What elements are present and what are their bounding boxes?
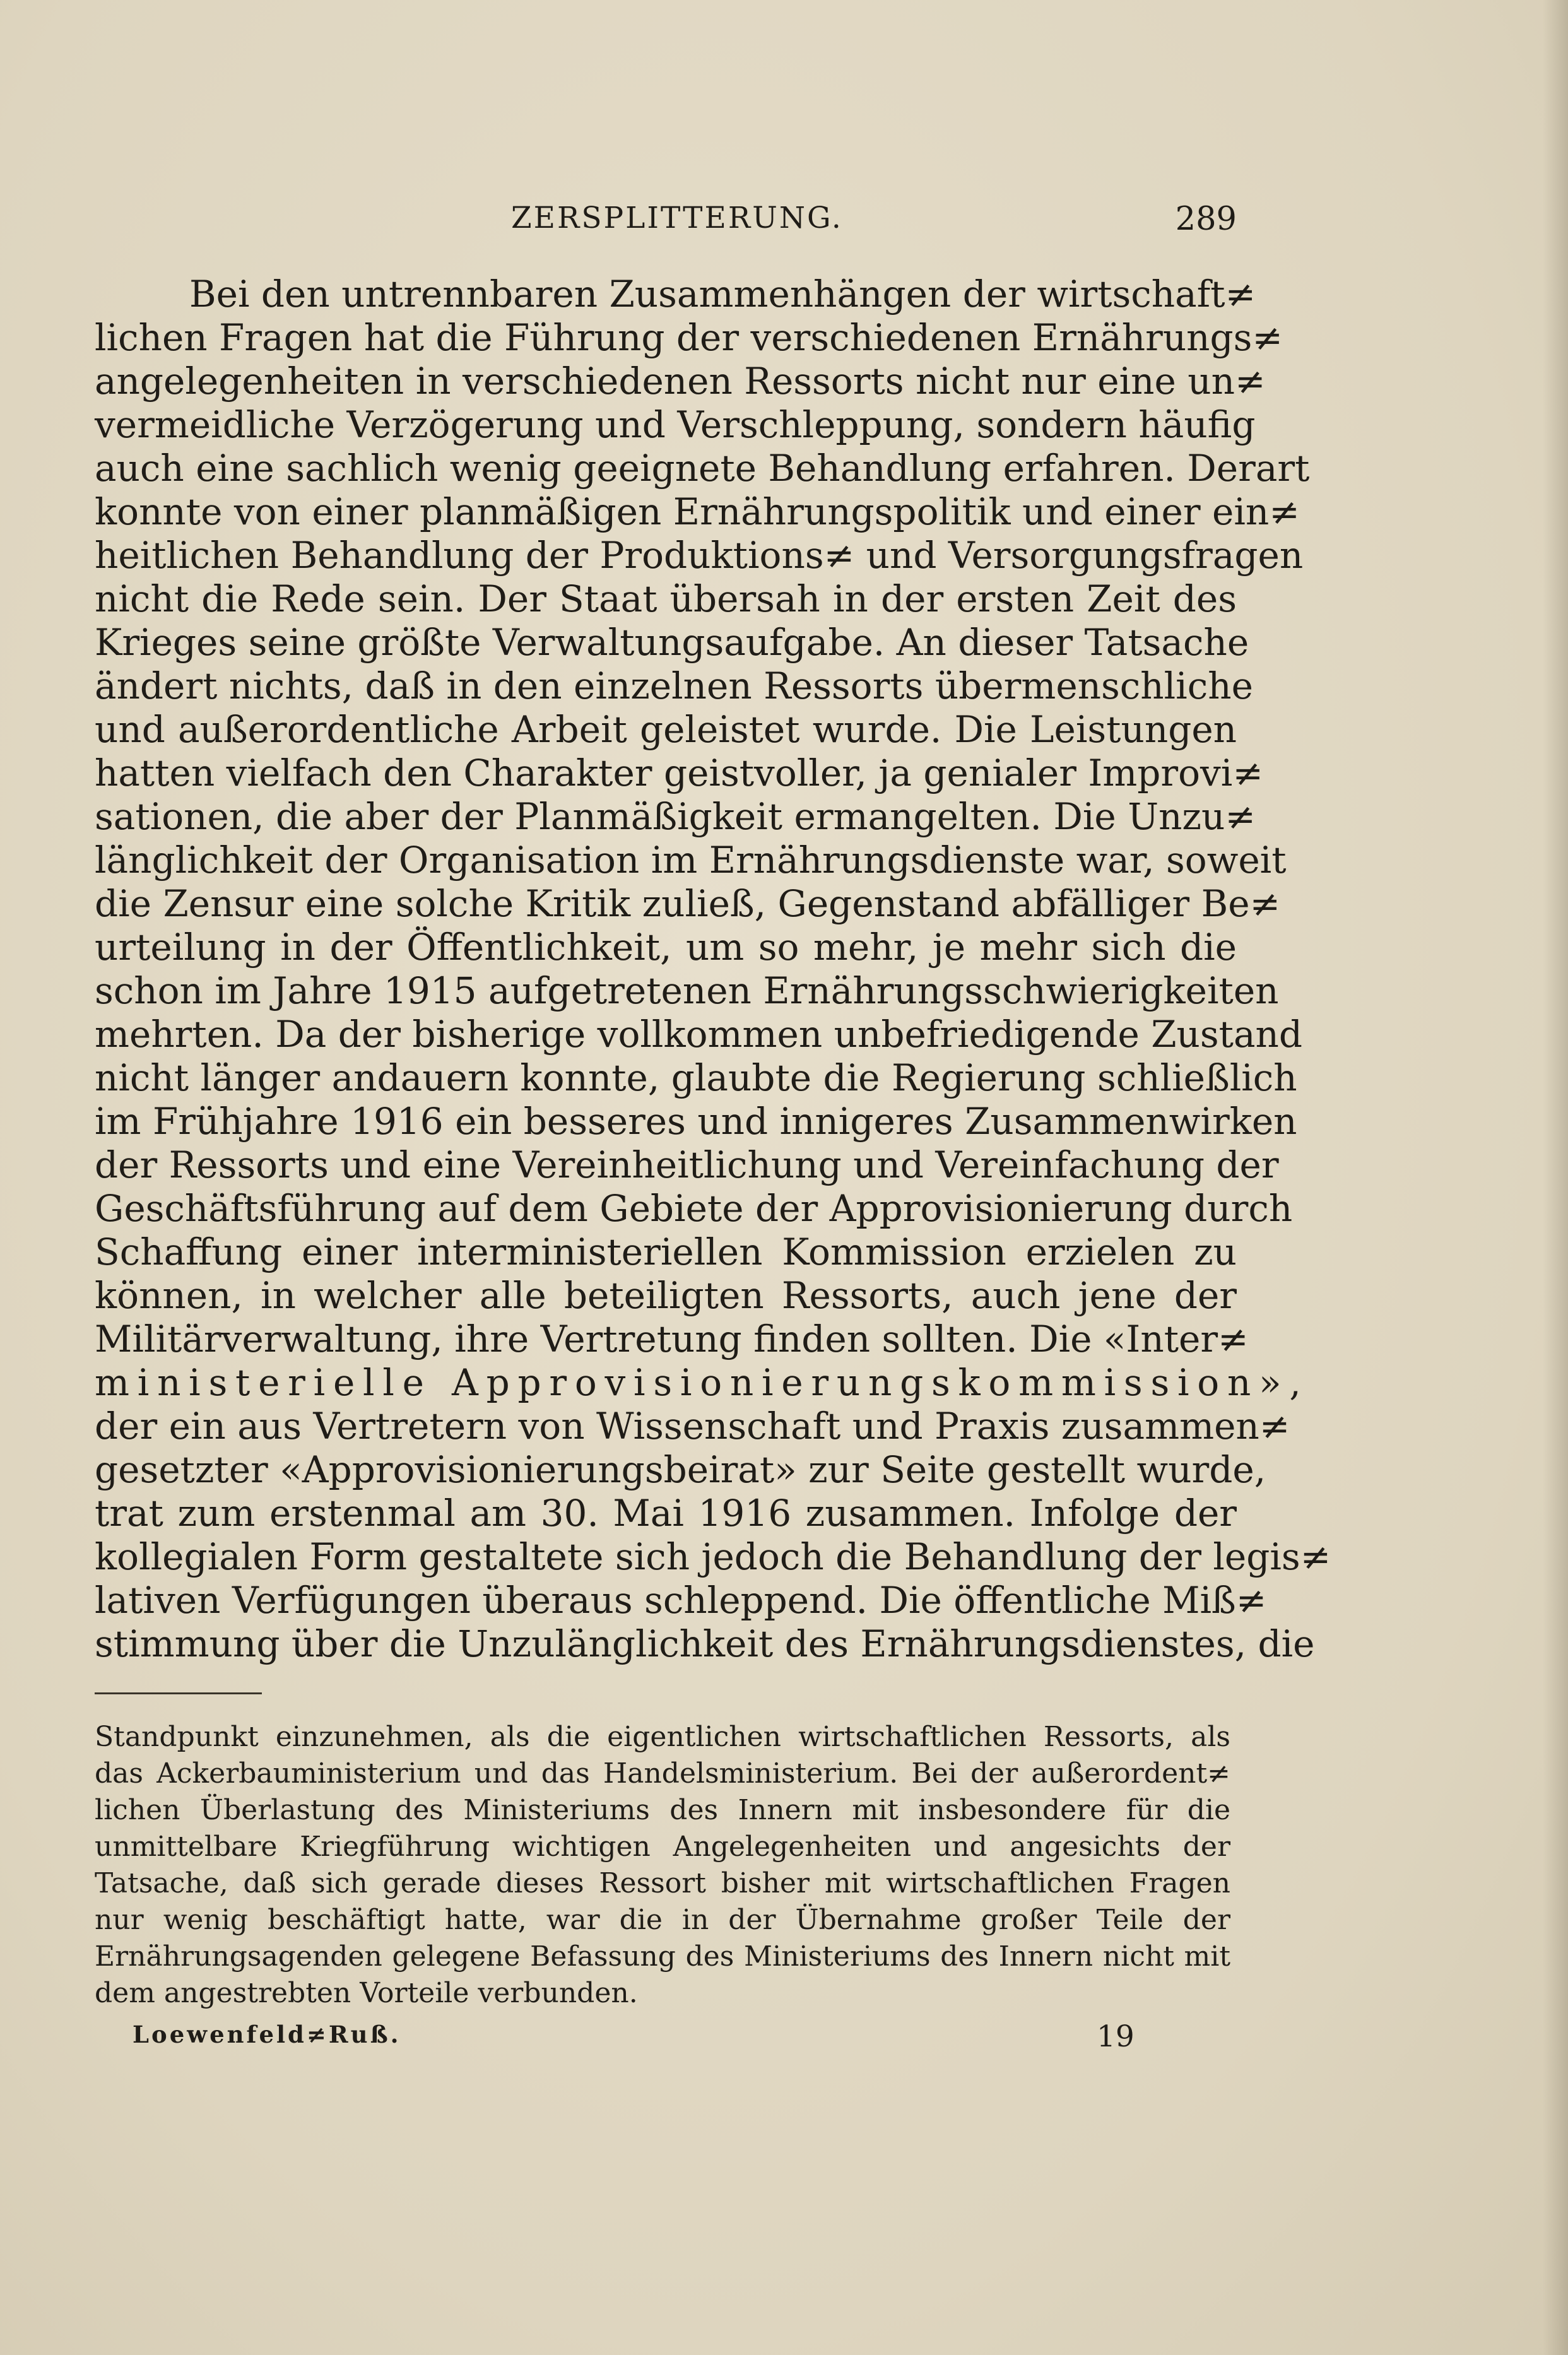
body-line: trat zum erstenmal am 30. Mai 1916 zusammen. Infolge der bbox=[95, 1492, 1237, 1535]
body-line: urteilung in der Öffentlichkeit, um so mehr, je mehr sich die bbox=[95, 926, 1237, 969]
body-line: Bei den untrennbaren Zusammenhängen der wirtschaft≠ bbox=[189, 273, 1256, 316]
printer-signature: Loewenfeld≠Ruß. bbox=[133, 2021, 401, 2048]
body-line: kollegialen Form gestaltete sich jedoch die Behandlung der legis≠ bbox=[95, 1535, 1331, 1578]
body-line: heitlichen Behandlung der Produktions≠ und Versorgungsfragen bbox=[95, 534, 1304, 577]
body-line: der Ressorts und eine Vereinheitlichung und Vereinfachung der bbox=[95, 1143, 1279, 1186]
body-line: hatten vielfach den Charakter geistvoller, ja genialer Improvi≠ bbox=[95, 752, 1263, 794]
body-line: die Zensur eine solche Kritik zuließ, Gegenstand abfälliger Be≠ bbox=[95, 882, 1281, 925]
sheet-signature: 19 bbox=[1097, 2019, 1135, 2054]
body-line: und außerordentliche Arbeit geleistet wurde. Die Leistungen bbox=[95, 708, 1237, 751]
body-line: stimmung über die Unzulänglichkeit des Ernährungsdienstes, die bbox=[95, 1622, 1315, 1665]
body-line: ministerielle Approvisionierungskommission», bbox=[95, 1361, 1309, 1404]
body-line: konnte von einer planmäßigen Ernährungspolitik und einer ein≠ bbox=[95, 490, 1300, 533]
body-line: nicht die Rede sein. Der Staat übersah in der ersten Zeit des bbox=[95, 577, 1237, 620]
body-line: Schaffung einer interministeriellen Kommission erzielen zu bbox=[95, 1231, 1237, 1273]
body-line: angelegenheiten in verschiedenen Ressorts nicht nur eine un≠ bbox=[95, 360, 1266, 403]
footnote-line: das Ackerbauministerium und das Handelsministerium. Bei der außerordent≠ bbox=[95, 1757, 1230, 1790]
body-line: lichen Fragen hat die Führung der verschiedenen Ernährungs≠ bbox=[95, 316, 1283, 359]
body-line: länglichkeit der Organisation im Ernährungsdienste war, soweit bbox=[95, 839, 1287, 882]
running-header bbox=[95, 201, 1237, 245]
body-line: vermeidliche Verzögerung und Verschleppung, sondern häufig bbox=[95, 403, 1256, 446]
footnote-line: nur wenig beschäftigt hatte, war die in der Übernahme großer Teile der bbox=[95, 1904, 1230, 1936]
body-line: Krieges seine größte Verwaltungsaufgabe. An dieser Tatsache bbox=[95, 621, 1249, 664]
running-title: ZERSPLITTERUNG. bbox=[511, 201, 843, 235]
body-line: können, in welcher alle beteiligten Ressorts, auch jene der bbox=[95, 1274, 1237, 1317]
body-line: nicht länger andauern konnte, glaubte die Regierung schließlich bbox=[95, 1056, 1297, 1099]
body-line: gesetzter «Approvisionierungsbeirat» zur Seite gestellt wurde, bbox=[95, 1448, 1266, 1491]
footnote-line: lichen Überlastung des Ministeriums des Innern mit insbesondere für die bbox=[95, 1794, 1230, 1826]
body-line: sationen, die aber der Planmäßigkeit ermangelten. Die Unzu≠ bbox=[95, 795, 1256, 838]
body-line: der ein aus Vertretern von Wissenschaft und Praxis zusammen≠ bbox=[95, 1405, 1290, 1448]
body-line: Geschäftsführung auf dem Gebiete der Approvisionierung durch bbox=[95, 1187, 1293, 1230]
footnote-rule bbox=[95, 1692, 262, 1694]
body-line: lativen Verfügungen überaus schleppend. Die öffentliche Miß≠ bbox=[95, 1579, 1267, 1622]
body-text bbox=[95, 273, 1331, 1666]
footnote-line: dem angestrebten Vorteile verbunden. bbox=[95, 1977, 638, 2009]
footnote-line: Ernährungsagenden gelegene Befassung des Ministeriums des Innern nicht mit bbox=[95, 1940, 1230, 1973]
footnote-line: unmittelbare Kriegführung wichtigen Angelegenheiten und angesichts der bbox=[95, 1831, 1230, 1863]
body-line: mehrten. Da der bisherige vollkommen unbefriedigende Zustand bbox=[95, 1013, 1303, 1056]
footnote-line: Standpunkt einzunehmen, als die eigentlichen wirtschaftlichen Ressorts, als bbox=[95, 1721, 1230, 1753]
page-number: 289 bbox=[1175, 201, 1237, 238]
body-line: im Frühjahre 1916 ein besseres und innigeres Zusammenwirken bbox=[95, 1100, 1297, 1143]
body-line: Militärverwaltung, ihre Vertretung finden sollten. Die «Inter≠ bbox=[95, 1318, 1249, 1360]
page-edge-shadow bbox=[1543, 0, 1568, 2355]
body-line: ändert nichts, daß in den einzelnen Ressorts übermenschliche bbox=[95, 664, 1253, 707]
footnote-line: Tatsache, daß sich gerade dieses Ressort bisher mit wirtschaftlichen Fragen bbox=[95, 1867, 1230, 1899]
body-line: auch eine sachlich wenig geeignete Behandlung erfahren. Derart bbox=[95, 447, 1310, 490]
body-line: schon im Jahre 1915 aufgetretenen Ernährungsschwierigkeiten bbox=[95, 969, 1279, 1012]
footnote bbox=[95, 1719, 1230, 2012]
